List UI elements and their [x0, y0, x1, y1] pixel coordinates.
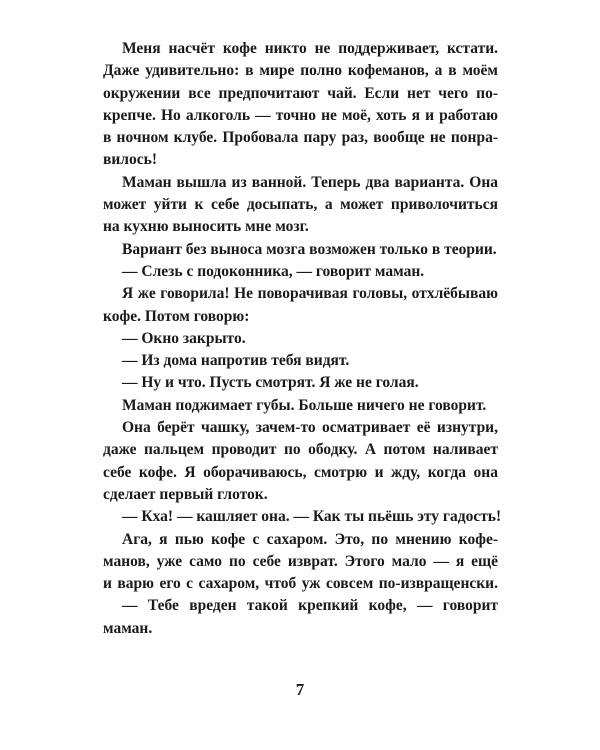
text-line: Даже удивительно: в мире полно кофеманов, а в моём: [103, 62, 498, 80]
text-line: Она берёт чашку, зачем-то осматривает её изнутри,: [122, 419, 498, 437]
text-line: кофе. Потом говорю:: [103, 307, 250, 325]
text-line: в ночном клубе. Пробовала пару раз, вообще не понра-: [103, 129, 498, 147]
text-line: Меня насчёт кофе никто не поддерживает, кстати.: [122, 40, 498, 57]
text-line: — Ну и что. Пусть смотрят. Я же не голая.: [122, 374, 419, 392]
book-page-text: [103, 38, 502, 640]
text-line: Вариант без выноса мозга возможен только в теории.: [122, 240, 497, 258]
text-line: — Слезь с подоконника, — говорит маман.: [122, 262, 425, 280]
text-line: — Кха! — кашляет она. — Как ты пьёшь эту гадость!: [122, 508, 502, 526]
text-line: даже пальцем проводит по ободку. А потом наливает: [103, 441, 498, 459]
text-line: Маман вышла из ванной. Теперь два варианта. Она: [122, 173, 498, 191]
page-number: 7: [295, 680, 305, 699]
text-line: и варю его с сахаром, чтоб уж совсем по-извращенски.: [103, 575, 498, 593]
text-line: Ага, я пью кофе с сахаром. Это, по мнению кофе-: [122, 530, 498, 548]
text-line: окружении все предпочитают чай. Если нет чего по-: [103, 84, 498, 102]
text-line: Я же говорила! Не поворачивая головы, отхлёбываю: [122, 285, 498, 303]
text-line: Маман поджимает губы. Больше ничего не говорит.: [122, 396, 487, 414]
text-line: сделает первый глоток.: [103, 485, 268, 503]
text-line: — Окно закрыто.: [122, 329, 246, 347]
text-line: может уйти к себе досыпать, а может приволочиться: [103, 196, 498, 214]
text-line: на кухню выносить мне мозг.: [103, 218, 309, 236]
text-line: манов, уже само по себе изврат. Этого мало — я ещё: [103, 552, 498, 570]
text-line: себе кофе. Я оборачиваюсь, смотрю и жду, когда она: [103, 463, 498, 481]
text-line: — Из дома напротив тебя видят.: [122, 352, 350, 370]
text-line: маман.: [103, 619, 153, 637]
text-line: вилось!: [103, 151, 157, 169]
text-line: крепче. Но алкоголь — точно не моё, хоть я и работаю: [103, 106, 498, 124]
text-line: — Тебе вреден такой крепкий кофе, — говорит: [122, 597, 498, 615]
